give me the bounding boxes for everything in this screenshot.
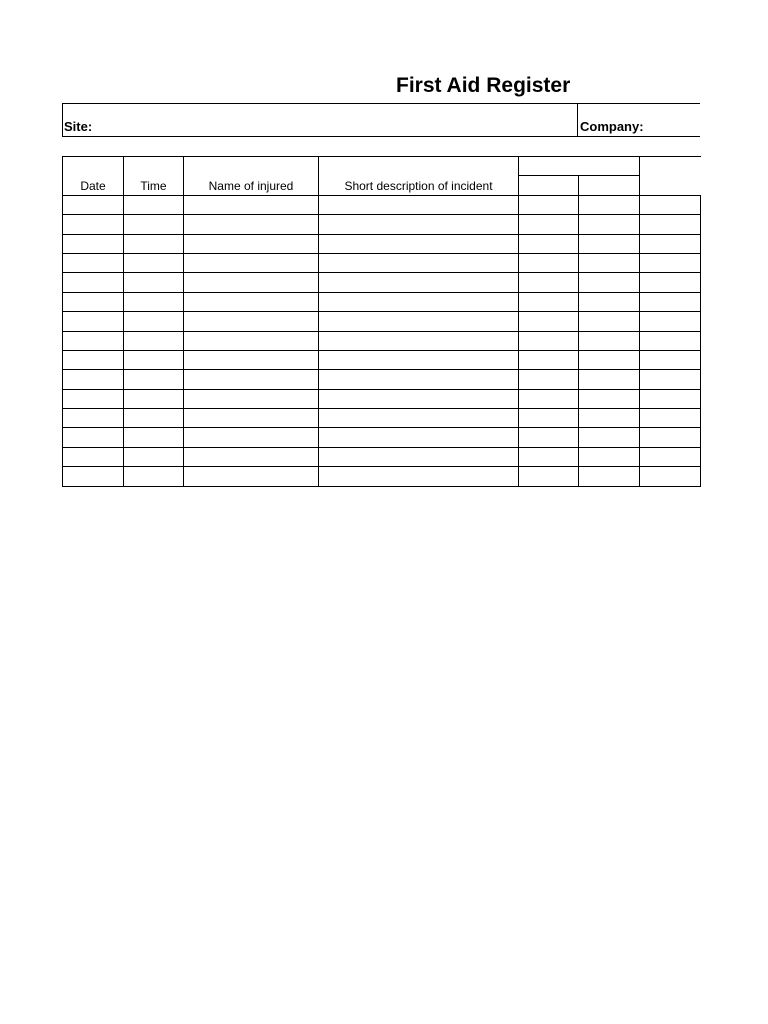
table-cell[interactable] <box>184 215 319 234</box>
table-cell[interactable] <box>124 370 184 389</box>
table-cell[interactable] <box>640 312 701 331</box>
table-cell[interactable] <box>519 428 579 447</box>
table-cell[interactable] <box>579 467 640 486</box>
table-cell[interactable] <box>63 370 124 389</box>
table-cell[interactable] <box>640 389 701 408</box>
table-row <box>63 273 701 292</box>
table-cell[interactable] <box>640 273 701 292</box>
table-cell[interactable] <box>319 195 519 214</box>
table-cell[interactable] <box>319 253 519 272</box>
table-cell[interactable] <box>640 428 701 447</box>
table-cell[interactable] <box>63 253 124 272</box>
table-cell[interactable] <box>319 312 519 331</box>
table-cell[interactable] <box>519 215 579 234</box>
table-cell[interactable] <box>63 389 124 408</box>
table-cell[interactable] <box>184 370 319 389</box>
table-row <box>63 331 701 350</box>
table-cell[interactable] <box>63 428 124 447</box>
table-cell[interactable] <box>640 447 701 466</box>
table-cell[interactable] <box>63 234 124 253</box>
table-row <box>63 292 701 311</box>
table-row <box>63 195 701 214</box>
table-cell[interactable] <box>63 292 124 311</box>
table-cell[interactable] <box>579 273 640 292</box>
table-cell[interactable] <box>319 331 519 350</box>
table-cell[interactable] <box>519 389 579 408</box>
table-cell[interactable] <box>184 195 319 214</box>
table-cell[interactable] <box>184 253 319 272</box>
table-cell[interactable] <box>319 428 519 447</box>
table-cell[interactable] <box>519 467 579 486</box>
site-company-box <box>62 103 700 137</box>
column-header-group-blank <box>519 157 640 176</box>
table-cell[interactable] <box>640 331 701 350</box>
table-cell[interactable] <box>579 215 640 234</box>
table-cell[interactable] <box>124 253 184 272</box>
table-cell[interactable] <box>640 195 701 214</box>
table-cell[interactable] <box>640 234 701 253</box>
company-label: Company: <box>580 119 644 134</box>
column-header-date: Date <box>63 157 124 196</box>
table-cell[interactable] <box>640 467 701 486</box>
table-cell[interactable] <box>63 331 124 350</box>
company-divider <box>577 104 578 136</box>
table-cell[interactable] <box>579 234 640 253</box>
table-cell[interactable] <box>319 409 519 428</box>
table-cell[interactable] <box>184 331 319 350</box>
table-cell[interactable] <box>184 292 319 311</box>
table-cell[interactable] <box>579 253 640 272</box>
column-header-time: Time <box>124 157 184 196</box>
table-cell[interactable] <box>579 428 640 447</box>
table-cell[interactable] <box>63 447 124 466</box>
table-cell[interactable] <box>124 312 184 331</box>
table-cell[interactable] <box>579 312 640 331</box>
table-row <box>63 350 701 369</box>
first-aid-register-table <box>62 156 701 487</box>
page-title: First Aid Register <box>396 74 571 97</box>
table-cell[interactable] <box>184 409 319 428</box>
table-cell[interactable] <box>184 234 319 253</box>
table-cell[interactable] <box>579 331 640 350</box>
table-row <box>63 447 701 466</box>
register-body <box>63 195 701 486</box>
table-cell[interactable] <box>124 447 184 466</box>
table-cell[interactable] <box>640 215 701 234</box>
table-cell[interactable] <box>184 350 319 369</box>
table-cell[interactable] <box>63 215 124 234</box>
table-cell[interactable] <box>519 350 579 369</box>
table-cell[interactable] <box>63 195 124 214</box>
table-cell[interactable] <box>184 447 319 466</box>
table-cell[interactable] <box>124 292 184 311</box>
table-cell[interactable] <box>319 215 519 234</box>
table-cell[interactable] <box>579 195 640 214</box>
table-cell[interactable] <box>63 467 124 486</box>
table-cell[interactable] <box>124 389 184 408</box>
table-cell[interactable] <box>124 234 184 253</box>
table-cell[interactable] <box>519 409 579 428</box>
table-row <box>63 467 701 486</box>
table-cell[interactable] <box>640 370 701 389</box>
table-cell[interactable] <box>319 389 519 408</box>
table-cell[interactable] <box>519 195 579 214</box>
table-cell[interactable] <box>124 350 184 369</box>
table-cell[interactable] <box>63 350 124 369</box>
table-cell[interactable] <box>124 467 184 486</box>
table-cell[interactable] <box>124 331 184 350</box>
table-cell[interactable] <box>319 273 519 292</box>
column-header-name-of-injured: Name of injured <box>184 157 319 196</box>
site-label: Site: <box>64 119 93 134</box>
table-cell[interactable] <box>124 215 184 234</box>
table-row <box>63 215 701 234</box>
table-cell[interactable] <box>519 292 579 311</box>
table-cell[interactable] <box>184 467 319 486</box>
table-cell[interactable] <box>519 331 579 350</box>
table-cell[interactable] <box>519 312 579 331</box>
table-cell[interactable] <box>519 273 579 292</box>
table-cell[interactable] <box>63 312 124 331</box>
table-cell[interactable] <box>640 292 701 311</box>
table-cell[interactable] <box>640 350 701 369</box>
table-cell[interactable] <box>519 370 579 389</box>
column-header-blank-5 <box>519 176 579 195</box>
table-row <box>63 253 701 272</box>
table-row <box>63 234 701 253</box>
table-cell[interactable] <box>319 292 519 311</box>
table-cell[interactable] <box>63 273 124 292</box>
table-cell[interactable] <box>519 447 579 466</box>
table-cell[interactable] <box>184 428 319 447</box>
table-cell[interactable] <box>184 389 319 408</box>
table-cell[interactable] <box>124 273 184 292</box>
table-cell[interactable] <box>319 234 519 253</box>
table-row <box>63 428 701 447</box>
table-cell[interactable] <box>319 447 519 466</box>
table-cell[interactable] <box>319 350 519 369</box>
table-cell[interactable] <box>640 409 701 428</box>
table-cell[interactable] <box>184 273 319 292</box>
table-cell[interactable] <box>579 409 640 428</box>
table-cell[interactable] <box>579 389 640 408</box>
table-cell[interactable] <box>640 253 701 272</box>
table-cell[interactable] <box>184 312 319 331</box>
table-cell[interactable] <box>579 350 640 369</box>
table-cell[interactable] <box>319 370 519 389</box>
table-row <box>63 370 701 389</box>
table-cell[interactable] <box>124 409 184 428</box>
column-header-short-description: Short description of incident <box>319 157 519 196</box>
column-header-blank-6 <box>579 176 640 195</box>
table-cell[interactable] <box>319 467 519 486</box>
table-cell[interactable] <box>519 253 579 272</box>
table-row <box>63 409 701 428</box>
table-cell[interactable] <box>124 428 184 447</box>
table-cell[interactable] <box>579 292 640 311</box>
table-cell[interactable] <box>579 447 640 466</box>
table-cell[interactable] <box>519 234 579 253</box>
column-header-blank-7 <box>640 157 701 196</box>
table-cell[interactable] <box>63 409 124 428</box>
table-cell[interactable] <box>124 195 184 214</box>
table-row <box>63 389 701 408</box>
table-cell[interactable] <box>579 370 640 389</box>
table-row <box>63 312 701 331</box>
